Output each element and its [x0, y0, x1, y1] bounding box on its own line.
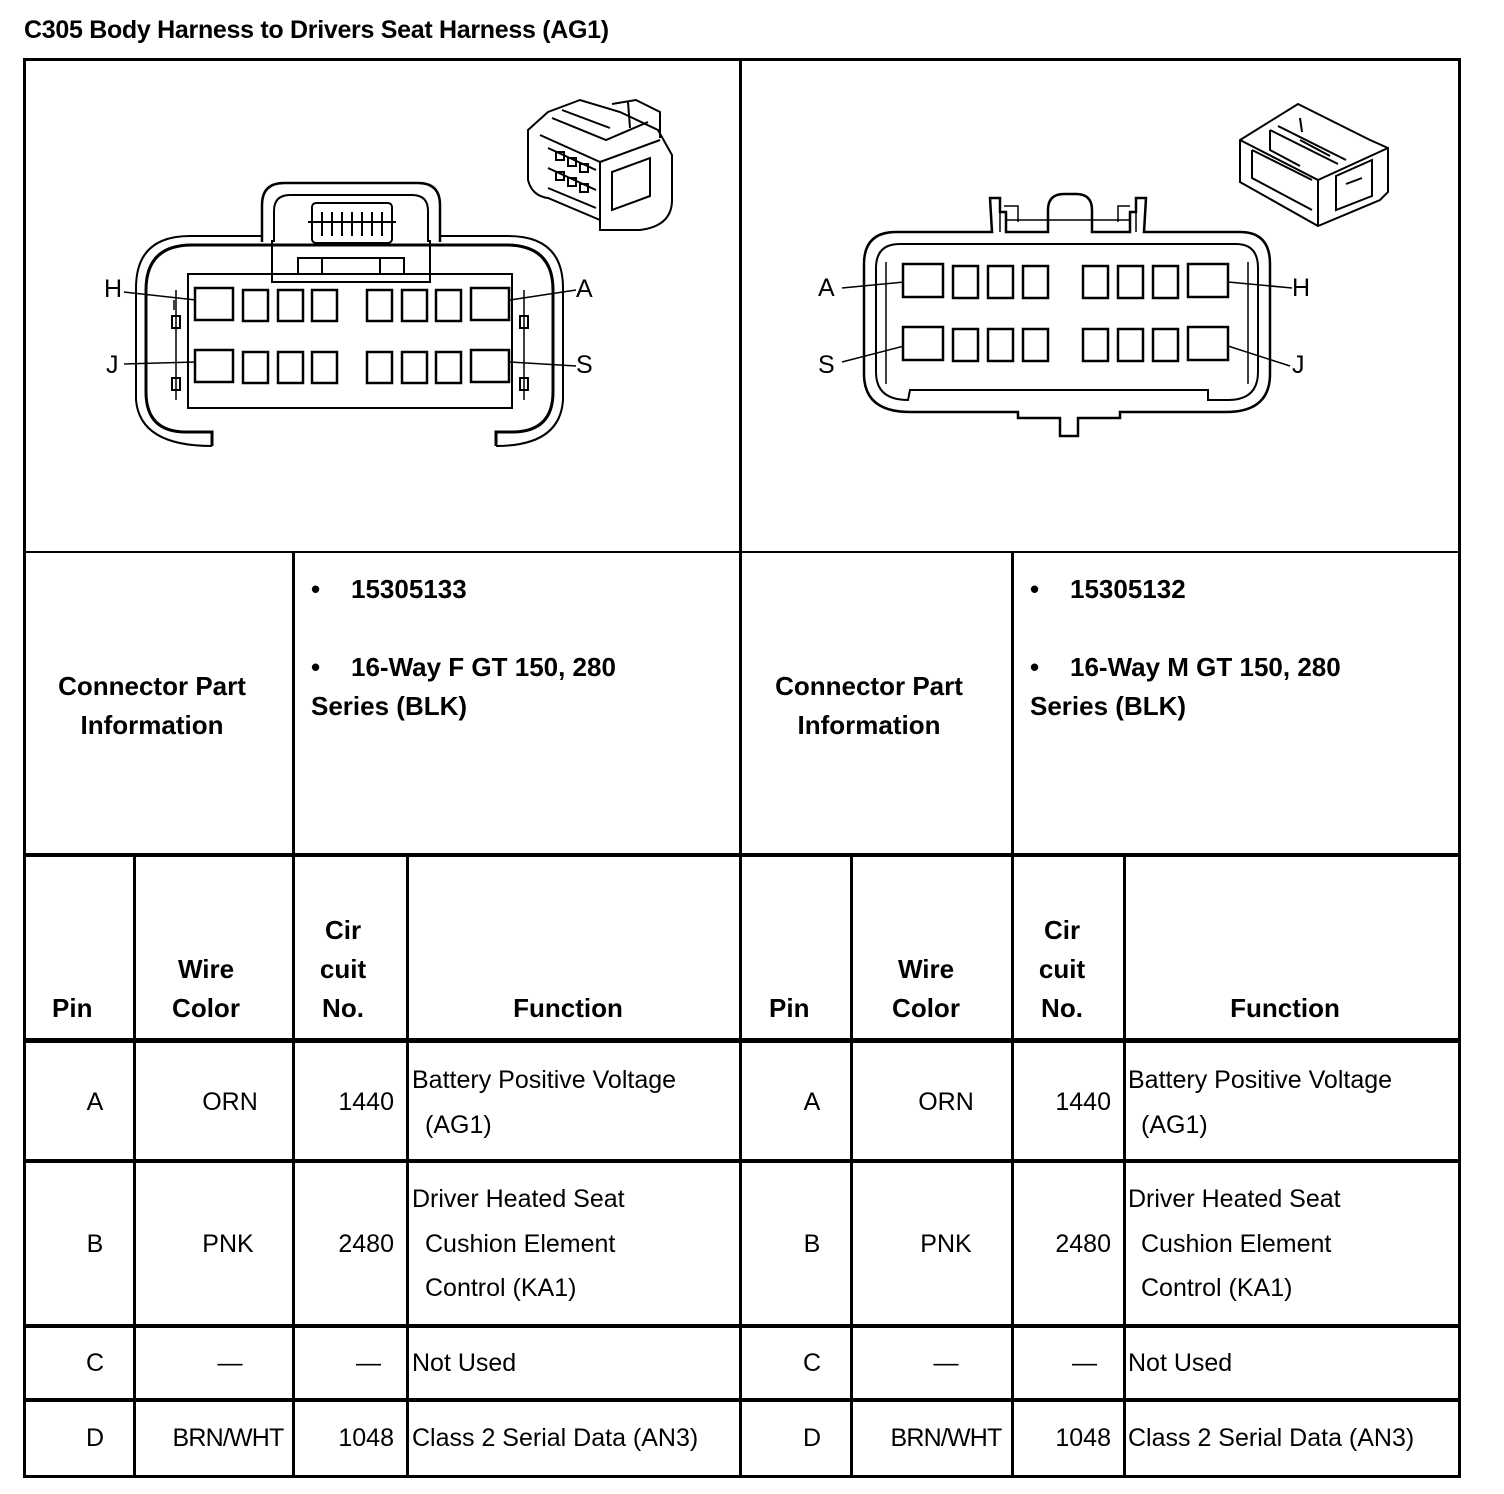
- table-cell-wire-color: PNK: [202, 1230, 254, 1258]
- left-header-circuit-2: cuit: [319, 954, 367, 984]
- table-cell-function: Driver Heated Seat: [412, 1185, 625, 1213]
- table-cell-function: Not Used: [1128, 1349, 1233, 1377]
- col-divider-pin-left: [133, 855, 136, 1478]
- right-part-info-label: Connector Part: [775, 671, 963, 701]
- table-cell-function: Driver Heated Seat: [1128, 1185, 1341, 1213]
- right-header-function: Function: [1230, 993, 1340, 1023]
- table-cell-function-line-2: Cushion Element: [1141, 1230, 1332, 1258]
- table-cell-wire-color: BRN/WHT: [890, 1424, 1002, 1452]
- right-header-circuit-2: cuit: [1038, 954, 1086, 984]
- divider-header: [23, 1038, 1461, 1043]
- table-cell-wire-color: ORN: [202, 1088, 258, 1116]
- left-header-circuit-3: No.: [322, 993, 364, 1023]
- right-pin-label-a: A: [818, 274, 835, 302]
- table-cell-function-line-3: Control (KA1): [1141, 1274, 1293, 1302]
- table-cell-circuit: —: [1072, 1349, 1097, 1377]
- table-cell-circuit: 1048: [1055, 1424, 1111, 1452]
- divider-row-b: [23, 1324, 1461, 1328]
- table-cell-wire-color: —: [933, 1349, 959, 1377]
- table-cell-wire-color: —: [217, 1349, 243, 1377]
- table-cell-circuit: 2480: [338, 1230, 394, 1258]
- table-cell-wire-color: BRN/WHT: [172, 1424, 284, 1452]
- left-connector-description-2: Series (BLK): [311, 691, 468, 721]
- right-header-pin: Pin: [769, 993, 810, 1023]
- table-cell-pin: A: [803, 1088, 821, 1116]
- table-cell-circuit: 1440: [338, 1088, 394, 1116]
- right-header-circuit-3: No.: [1041, 993, 1083, 1023]
- table-cell-function-line-2: (AG1): [1141, 1111, 1208, 1139]
- left-header-pin: Pin: [52, 993, 93, 1023]
- col-divider-pin-right: [850, 855, 853, 1478]
- table-border-bottom: [23, 1475, 1461, 1478]
- right-part-info-label-2: Information: [797, 710, 941, 740]
- table-cell-pin: B: [86, 1230, 104, 1258]
- right-bullet-2: •: [1030, 652, 1040, 682]
- table-cell-circuit: 2480: [1055, 1230, 1111, 1258]
- table-cell-circuit: —: [356, 1349, 381, 1377]
- right-header-circuit: Cir: [1043, 915, 1081, 945]
- col-divider-circuit-right: [1123, 855, 1126, 1478]
- table-cell-function: Class 2 Serial Data (AN3): [1128, 1424, 1415, 1452]
- left-pin-label-j: J: [106, 351, 119, 379]
- table-cell-function-line-3: Control (KA1): [425, 1274, 577, 1302]
- table-cell-circuit: 1048: [338, 1424, 394, 1452]
- table-cell-function: Class 2 Serial Data (AN3): [412, 1424, 699, 1452]
- right-pin-label-h: H: [1292, 274, 1311, 302]
- table-cell-wire-color: PNK: [920, 1230, 972, 1258]
- left-part-info-label-2: Information: [80, 710, 224, 740]
- left-connector-description: 16-Way F GT 150, 280: [351, 652, 616, 682]
- right-part-number: 15305132: [1070, 574, 1186, 604]
- left-part-info-label: Connector Part: [58, 671, 246, 701]
- divider-part-info: [23, 853, 1461, 857]
- right-header-wire-color-2: Color: [892, 993, 960, 1023]
- page-title: C305 Body Harness to Drivers Seat Harness (AG1): [24, 16, 609, 44]
- table-cell-wire-color: ORN: [918, 1088, 974, 1116]
- table-cell-pin: D: [85, 1424, 105, 1452]
- left-pin-label-h: H: [104, 275, 123, 303]
- left-header-circuit: Cir: [324, 915, 362, 945]
- table-cell-pin: C: [85, 1349, 105, 1377]
- table-cell-pin: B: [803, 1230, 821, 1258]
- col-divider-part-left: [292, 551, 295, 1478]
- divider-image-row: [23, 551, 1461, 553]
- col-divider-part-right: [1011, 551, 1014, 1478]
- left-header-function: Function: [513, 993, 623, 1023]
- col-divider-circuit-left: [406, 855, 409, 1478]
- right-connector-description-2: Series (BLK): [1030, 691, 1187, 721]
- right-header-wire-color: Wire: [897, 954, 955, 984]
- left-bullet-2: •: [311, 652, 321, 682]
- table-cell-function: Battery Positive Voltage: [412, 1066, 677, 1094]
- left-bullet-1: •: [311, 574, 321, 604]
- left-pin-label-a: A: [576, 275, 593, 303]
- table-cell-function: Battery Positive Voltage: [1128, 1066, 1393, 1094]
- left-pin-label-s: S: [576, 351, 593, 379]
- divider-row-c: [23, 1398, 1461, 1402]
- table-cell-pin: C: [802, 1349, 822, 1377]
- table-cell-function-line-2: (AG1): [425, 1111, 492, 1139]
- table-cell-function: Not Used: [412, 1349, 517, 1377]
- divider-row-a: [23, 1159, 1461, 1163]
- right-pin-label-j: J: [1292, 351, 1305, 379]
- male-connector-face-diagram: [0, 0, 1500, 550]
- right-bullet-1: •: [1030, 574, 1040, 604]
- right-pin-label-s: S: [818, 351, 835, 379]
- left-header-wire-color-2: Color: [172, 993, 240, 1023]
- table-cell-pin: A: [86, 1088, 104, 1116]
- table-cell-function-line-2: Cushion Element: [425, 1230, 616, 1258]
- table-cell-circuit: 1440: [1055, 1088, 1111, 1116]
- table-cell-pin: D: [802, 1424, 822, 1452]
- left-header-wire-color: Wire: [177, 954, 235, 984]
- left-part-number: 15305133: [351, 574, 467, 604]
- right-connector-description: 16-Way M GT 150, 280: [1070, 652, 1341, 682]
